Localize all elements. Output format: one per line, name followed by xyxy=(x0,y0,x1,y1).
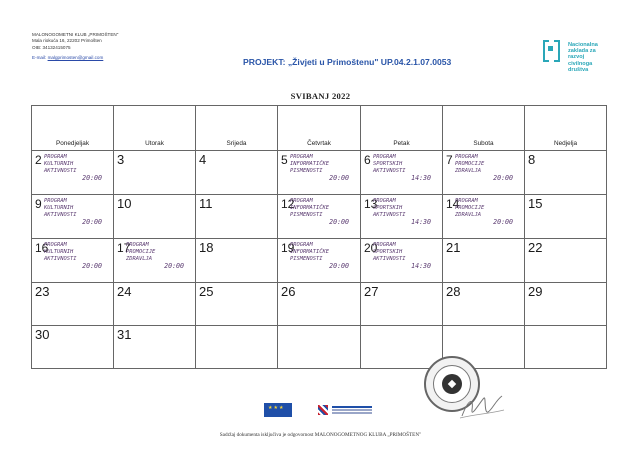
day-number: 22 xyxy=(528,240,543,255)
day-cell xyxy=(196,283,278,326)
event-time: 14:30 xyxy=(411,174,431,183)
day-number: 24 xyxy=(117,284,132,299)
day-cell xyxy=(278,239,361,283)
day-cell xyxy=(361,283,443,326)
event-note xyxy=(44,242,110,270)
event-time: 20:00 xyxy=(329,262,349,271)
day-number: 17 xyxy=(117,241,131,255)
email-link[interactable]: malgprimosten@gmail.com xyxy=(47,55,104,61)
day-cell xyxy=(278,195,361,239)
weekday-header: Ponedjeljak xyxy=(32,106,114,151)
event-note xyxy=(44,198,110,226)
org-oib: OIB: 34132415075 xyxy=(32,44,71,50)
day-number: 30 xyxy=(35,327,50,342)
day-cell xyxy=(196,151,278,195)
day-cell xyxy=(196,326,278,369)
weekday-header: Srijeda xyxy=(196,106,278,151)
event-title: PROGRAM SPORTSKIH AKTIVNOSTI xyxy=(373,242,406,263)
day-number: 6 xyxy=(364,153,371,167)
email-label: E-mail: xyxy=(32,55,47,61)
day-cell xyxy=(525,151,607,195)
calendar-table xyxy=(31,105,607,369)
day-number: 19 xyxy=(281,241,295,255)
weekday-header: Subota xyxy=(443,106,525,151)
weekday-header-row xyxy=(32,106,607,151)
event-title: PROGRAM SPORTSKIH AKTIVNOSTI xyxy=(373,198,406,219)
event-note xyxy=(290,242,357,270)
day-number: 31 xyxy=(117,327,132,342)
day-number: 13 xyxy=(364,197,378,211)
croatian-checkerboard-icon xyxy=(318,405,328,415)
day-cell xyxy=(32,283,114,326)
org-email xyxy=(32,55,118,61)
bracket-left-icon xyxy=(543,40,549,62)
week-row xyxy=(32,239,607,283)
event-title: PROGRAM PROMOCIJE ZDRAVLJA xyxy=(455,154,485,175)
weekday-header: Nedjelja xyxy=(525,106,607,151)
day-cell xyxy=(443,151,525,195)
day-cell xyxy=(114,283,196,326)
event-title: PROGRAM INFORMATIČKE PISMENOSTI xyxy=(290,198,329,219)
day-number: 21 xyxy=(446,240,461,255)
day-number: 18 xyxy=(199,240,214,255)
event-time: 20:00 xyxy=(329,174,349,183)
event-note xyxy=(44,154,110,182)
weekday-header: Utorak xyxy=(114,106,196,151)
event-time: 20:00 xyxy=(493,218,513,227)
week-row xyxy=(32,283,607,326)
day-number: 4 xyxy=(199,152,207,167)
day-cell xyxy=(32,239,114,283)
calendar-title: SVIBANJ 2022 xyxy=(290,91,351,101)
week-row xyxy=(32,326,607,369)
event-time: 20:00 xyxy=(82,174,102,183)
event-title: PROGRAM SPORTSKIH AKTIVNOSTI xyxy=(373,154,406,175)
day-number: 8 xyxy=(528,152,536,167)
day-cell xyxy=(196,195,278,239)
day-cell xyxy=(114,239,196,283)
event-time: 20:00 xyxy=(82,262,102,271)
day-cell xyxy=(361,195,443,239)
event-title: PROGRAM KULTURNIH AKTIVNOSTI xyxy=(44,242,77,263)
day-cell xyxy=(443,195,525,239)
event-title: PROGRAM PROMOCIJE ZDRAVLJA xyxy=(126,242,156,263)
day-cell xyxy=(361,239,443,283)
day-number: 7 xyxy=(446,153,453,167)
weekday-header: Četvrtak xyxy=(278,106,361,151)
event-note xyxy=(290,198,357,226)
event-title: PROGRAM PROMOCIJE ZDRAVLJA xyxy=(455,198,485,219)
week-row xyxy=(32,151,607,195)
day-number: 27 xyxy=(364,284,379,299)
day-cell xyxy=(278,151,361,195)
project-title: PROJEKT: „Živjeti u Primoštenu" UP.04.2.1.07.0053 xyxy=(243,57,452,67)
event-title: PROGRAM KULTURNIH AKTIVNOSTI xyxy=(44,198,77,219)
day-cell xyxy=(196,239,278,283)
signature-icon xyxy=(458,392,506,422)
day-cell xyxy=(32,195,114,239)
event-note xyxy=(455,198,521,226)
day-cell xyxy=(525,283,607,326)
day-cell xyxy=(278,326,361,369)
day-cell xyxy=(443,239,525,283)
day-cell xyxy=(525,195,607,239)
event-note xyxy=(373,154,439,182)
event-note xyxy=(290,154,357,182)
event-note xyxy=(126,242,192,270)
day-number: 5 xyxy=(281,153,288,167)
event-time: 20:00 xyxy=(329,218,349,227)
eu-funds-logo xyxy=(318,404,376,416)
event-note xyxy=(455,154,521,182)
logo-dot-icon xyxy=(548,46,553,51)
day-number: 12 xyxy=(281,197,295,211)
football-icon xyxy=(442,374,462,394)
day-cell xyxy=(443,283,525,326)
day-number: 16 xyxy=(35,241,49,255)
day-cell xyxy=(278,283,361,326)
day-cell xyxy=(361,151,443,195)
day-number: 9 xyxy=(35,197,42,211)
day-cell xyxy=(114,151,196,195)
event-time: 20:00 xyxy=(493,174,513,183)
day-number: 20 xyxy=(364,241,378,255)
foundation-logo xyxy=(541,38,621,84)
day-number: 15 xyxy=(528,196,543,211)
day-cell xyxy=(525,239,607,283)
event-time: 14:30 xyxy=(411,218,431,227)
bracket-right-icon xyxy=(554,40,560,62)
day-cell xyxy=(32,326,114,369)
event-time: 20:00 xyxy=(82,218,102,227)
day-number: 3 xyxy=(117,152,125,167)
event-time: 14:30 xyxy=(411,262,431,271)
footer-note: Sadržaj dokumenta isključiva je odgovornost MALONOGOMETNOG KLUBA „PRIMOŠTEN" xyxy=(219,432,422,438)
foundation-logo-text: Nacionalna zaklada za razvoj civilnoga društva xyxy=(568,42,598,73)
day-cell xyxy=(32,151,114,195)
day-number: 25 xyxy=(199,284,214,299)
event-title: PROGRAM INFORMATIČKE PISMENOSTI xyxy=(290,154,329,175)
event-note xyxy=(373,198,439,226)
event-title: PROGRAM KULTURNIH AKTIVNOSTI xyxy=(44,154,77,175)
event-note xyxy=(373,242,439,270)
organization-info xyxy=(32,32,118,62)
org-name: MALONOGOMETNI KLUB „PRIMOŠTEN" xyxy=(32,32,119,37)
event-title: PROGRAM INFORMATIČKE PISMENOSTI xyxy=(290,242,329,263)
day-number: 23 xyxy=(35,284,50,299)
org-address: Mala riokuća 16, 22202 Primošten xyxy=(32,38,102,44)
day-number: 14 xyxy=(446,197,460,211)
day-number: 11 xyxy=(199,196,213,211)
day-number: 10 xyxy=(117,196,132,211)
day-number: 26 xyxy=(281,284,296,299)
day-number: 29 xyxy=(528,284,543,299)
day-cell xyxy=(114,195,196,239)
day-number: 2 xyxy=(35,153,42,167)
event-time: 20:00 xyxy=(164,262,184,271)
day-cell xyxy=(361,326,443,369)
day-number: 28 xyxy=(446,284,461,299)
day-cell xyxy=(114,326,196,369)
day-cell xyxy=(525,326,607,369)
eu-flag-icon xyxy=(264,403,292,417)
weekday-header: Petak xyxy=(361,106,443,151)
week-row xyxy=(32,195,607,239)
